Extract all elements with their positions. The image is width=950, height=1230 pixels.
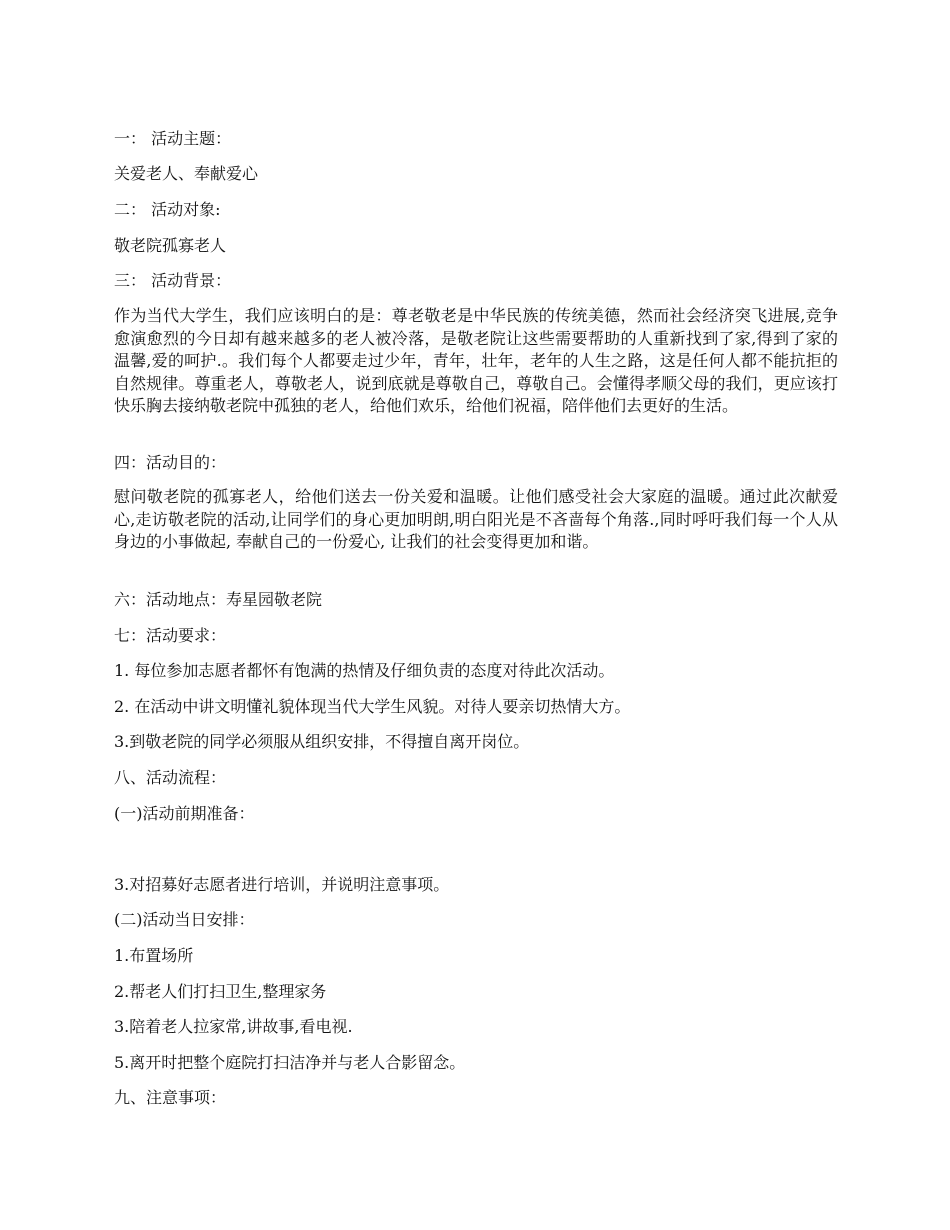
schedule-item-5: 5.离开时把整个庭院打扫洁净并与老人合影留念。 [114,1053,466,1072]
section-heading-purpose: 四：活动目的： [114,453,227,472]
process-subheading-preparation: (一)活动前期准备： [114,804,255,823]
section-heading-notes: 九、注意事项： [114,1088,227,1107]
schedule-item-3: 3.陪着老人拉家常,讲故事,看电视. [114,1017,353,1036]
process-subheading-day-schedule: (二)活动当日安排： [114,910,255,929]
preparation-item-3: 3.对招募好志愿者进行培训，并说明注意事项。 [114,875,450,894]
schedule-item-2: 2.帮老人们打扫卫生,整理家务 [114,982,327,1001]
requirement-item-1: 1. 每位参加志愿者都怀有饱满的热情及仔细负责的态度对待此次活动。 [114,661,615,680]
requirement-item-2: 2. 在活动中讲文明懂礼貌体现当代大学生风貌。对待人要亲切热情大方。 [114,697,631,716]
section-heading-target: 二： 活动对象: [114,200,221,219]
purpose-paragraph: 慰问敬老院的孤寡老人，给他们送去一份关爱和温暖。让他们感受社会大家庭的温暖。通过此次献爱心,走访敬老院的活动,让同学们的身心更加明朗,明白阳光是不吝啬每个角落.,同时呼吁我们每一个人从身边的小事做起, 奉献自己的一份爱心, 让我们的社会变得更加和谐。 [114,487,838,551]
requirement-item-3: 3.到敬老院的同学必须服从组织安排，不得擅自离开岗位。 [114,732,530,751]
target-text: 敬老院孤寡老人 [114,236,227,255]
background-paragraph: 作为当代大学生，我们应该明白的是：尊老敬老是中华民族的传统美德，然而社会经济突飞进展,竞争愈演愈烈的今日却有越来越多的老人被冷落，是敬老院让这些需要帮助的人重新找到了家,得到了家的温馨,爱的呵护.。我们每个人都要走过少年，青年，壮年，老年的人生之路，这是任何人都不能抗拒的自然规律。尊重老人，尊敬老人，说到底就是尊敬自己，尊敬自己。会懂得孝顺父母的我们，更应该打快乐胸去接纳敬老院中孤独的老人，给他们欢乐，给他们祝福，陪伴他们去更好的生活。 [114,306,838,415]
section-heading-theme: 一： 活动主题： [114,129,232,148]
theme-text: 关爱老人、奉献爱心 [114,164,259,183]
section-heading-location: 六：活动地点：寿星园敬老院 [114,590,323,609]
section-heading-process: 八、活动流程： [114,768,227,787]
schedule-item-1: 1.布置场所 [114,946,194,965]
section-heading-requirements: 七：活动要求： [114,626,227,645]
section-heading-background: 三： 活动背景： [114,271,232,290]
